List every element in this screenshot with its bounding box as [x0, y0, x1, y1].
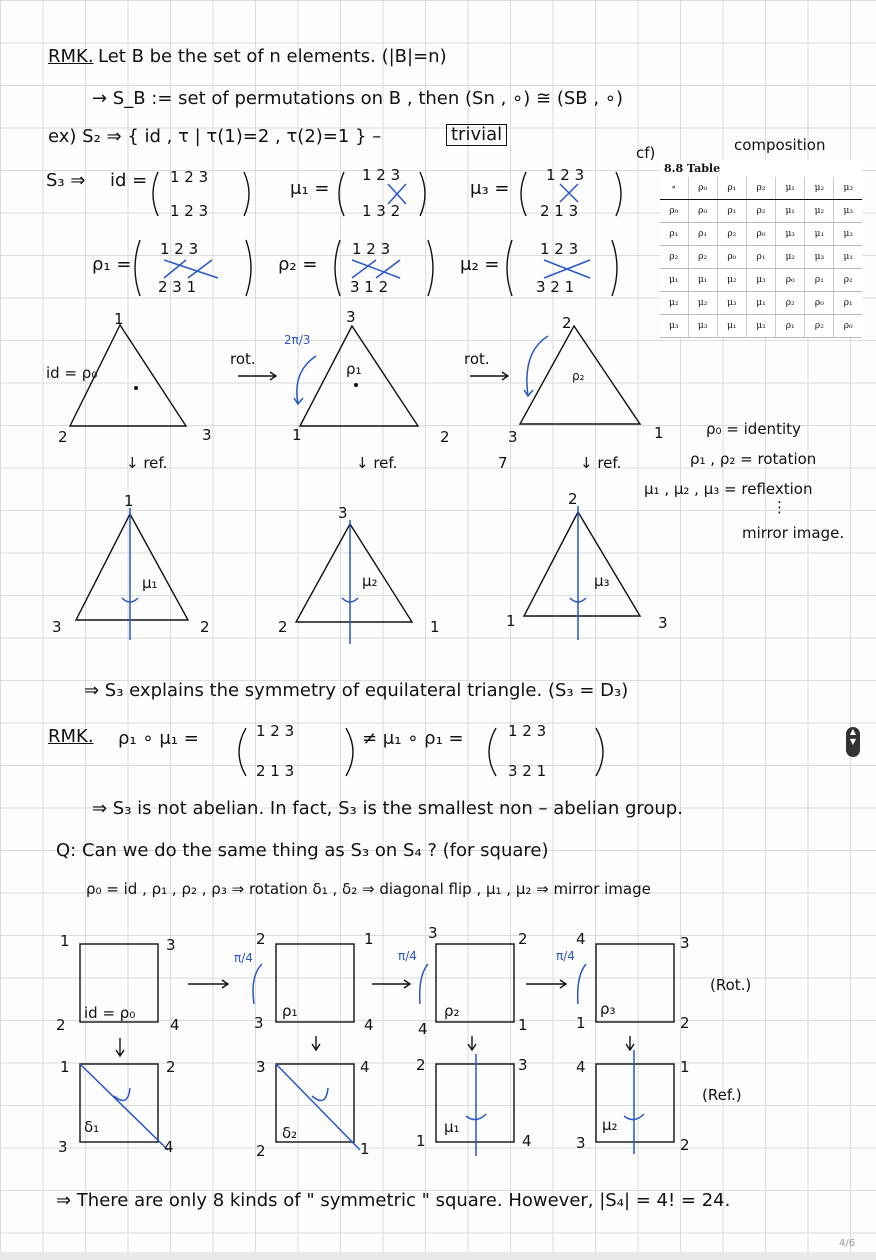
vertex-label: 1	[430, 618, 440, 636]
table-cell: ρ₀	[776, 269, 805, 292]
rmk2-neq: ≠ μ₁ ∘ ρ₁ =	[362, 728, 464, 749]
perm-arrow	[352, 260, 400, 278]
table-cell: μ₁	[776, 200, 805, 223]
pi4-label: π/4	[234, 951, 253, 965]
corner-label: 4	[576, 930, 586, 948]
corner-label: 4	[576, 1058, 586, 1076]
perm-arrow	[544, 260, 590, 278]
bracket	[135, 240, 140, 296]
vertex-label: 2	[562, 314, 572, 332]
id-rho0-label: id = ρ₀	[84, 1004, 136, 1022]
table-cell: ρ₂	[660, 246, 688, 269]
corner-label: 3	[254, 1014, 264, 1032]
triangle	[76, 514, 188, 620]
pi4-label: π/4	[398, 949, 417, 963]
table-cell: μ₁	[805, 223, 834, 246]
corner-label: 4	[522, 1132, 532, 1150]
table-row	[660, 223, 862, 246]
center-dot	[354, 383, 358, 387]
angle-label: 2π/3	[284, 333, 311, 347]
rmk2-lhs-top: 1 2 3	[256, 722, 295, 740]
legend-rotation: ρ₁ , ρ₂ = rotation	[690, 450, 817, 468]
bracket	[596, 728, 603, 776]
question-line: Q: Can we do the same thing as S₃ on S₄ ? (for square)	[56, 840, 549, 861]
rmk-text: Let B be the set of n elements. (|B|=n)	[98, 46, 447, 67]
table-header-row	[660, 177, 862, 200]
rmk2-rhs-top: 1 2 3	[508, 722, 547, 740]
corner-label: 2	[518, 930, 528, 948]
rotation-arc	[420, 964, 428, 1004]
s3-conclusion: ⇒ S₃ explains the symmetry of equilateral triangle. (S₃ = D₃)	[84, 680, 629, 701]
bracket	[244, 172, 249, 216]
center-dot	[134, 386, 138, 390]
corner-label: 3	[576, 1134, 586, 1152]
table-cell: μ₂	[805, 200, 834, 223]
table-header-cell: ρ₂	[746, 177, 775, 200]
table-cell: ρ₁	[717, 200, 746, 223]
table-row	[660, 200, 862, 223]
corner-label: 4	[360, 1058, 370, 1076]
s3-label: S₃ ⇒	[46, 170, 86, 191]
table-cell: μ₃	[746, 269, 775, 292]
id-top: 1 2 3	[170, 168, 209, 186]
corner-label: 3	[428, 924, 438, 942]
vertex-label: 1	[506, 612, 516, 630]
arrow	[372, 980, 410, 988]
table-cell: ρ₀	[805, 292, 834, 315]
table-cell: ρ₂	[717, 223, 746, 246]
table-cell: ρ₂	[805, 315, 834, 338]
corner-label: 1	[680, 1058, 690, 1076]
bracket	[239, 728, 246, 776]
corner-label: 1	[518, 1016, 528, 1034]
rmk2-lhs: ρ₁ ∘ μ₁ =	[118, 728, 199, 749]
nonabelian-line: ⇒ S₃ is not abelian. In fact, S₃ is the smallest non – abelian group.	[92, 798, 683, 819]
corner-label: 1	[364, 930, 374, 948]
arrow	[116, 1038, 124, 1056]
vertex-label: 3	[658, 614, 668, 632]
perm-arrow	[560, 184, 578, 202]
ref-label: ↓ ref.	[126, 454, 168, 472]
m2-marker: μ₂	[602, 1116, 618, 1134]
table-cell: ρ₂	[688, 246, 717, 269]
table-cell: μ₁	[746, 292, 775, 315]
bracket	[339, 172, 344, 216]
vertex-label: 1	[114, 310, 124, 328]
table-cell: ρ₀	[746, 223, 775, 246]
rho2-label: ρ₂ =	[278, 254, 318, 275]
table-cell: μ₂	[746, 315, 775, 338]
corner-label: 3	[680, 934, 690, 952]
trivial-box: trivial	[446, 124, 507, 146]
bracket	[153, 172, 158, 216]
table-cell: μ₂	[717, 269, 746, 292]
vertex-label: 2	[58, 428, 68, 446]
rmk-label: RMK.	[48, 46, 94, 67]
pi4-label: π/4	[556, 949, 575, 963]
legend-dots: ⋮	[772, 498, 787, 516]
rho1-label: ρ₁ =	[92, 254, 132, 275]
table-cell: ρ₁	[776, 315, 805, 338]
mu3-bottom: 2 1 3	[540, 202, 579, 220]
corner-label: 1	[60, 1058, 70, 1076]
corner-label: 2	[256, 1142, 266, 1160]
bracket	[507, 240, 512, 296]
table-row	[660, 269, 862, 292]
table-cell: ρ₀	[688, 200, 717, 223]
table-cell: ρ₂	[834, 269, 862, 292]
table-row	[660, 246, 862, 269]
arrow	[468, 1036, 476, 1050]
rmk2-rhs-bottom: 3 2 1	[508, 762, 547, 780]
vertex-label: 3	[52, 618, 62, 636]
table-cell: ρ₁	[805, 269, 834, 292]
table-cell: μ₂	[834, 223, 862, 246]
mu2-marker: μ₂	[362, 572, 378, 590]
table-header-cell: μ₁	[776, 177, 805, 200]
corner-label: 2	[680, 1136, 690, 1154]
corner-label: 1	[60, 932, 70, 950]
bracket	[612, 240, 617, 296]
mu3-top: 1 2 3	[546, 166, 585, 184]
table-caption: 8.8 Table	[664, 162, 721, 175]
rho2-marker: ρ₂	[572, 369, 585, 383]
mu2-bottom: 3 2 1	[536, 278, 575, 296]
mu3-label: μ₃ =	[470, 178, 510, 199]
mu1-label: μ₁ =	[290, 178, 330, 199]
rho1-bottom: 2 3 1	[158, 278, 197, 296]
table-cell: μ₁	[688, 269, 717, 292]
bracket	[246, 240, 251, 296]
vertex-label: 2	[568, 490, 578, 508]
table-cell: ρ₁	[688, 223, 717, 246]
table-cell: μ₂	[660, 292, 688, 315]
corner-label: 2	[166, 1058, 176, 1076]
corner-label: 3	[256, 1058, 266, 1076]
rmk2-label: RMK.	[48, 726, 94, 747]
sb-definition: → S_B := set of permutations on B , then (Sn , ∘) ≅ (SB , ∘)	[92, 88, 624, 109]
corner-label: 4	[418, 1020, 428, 1038]
rotation-arc	[524, 336, 548, 396]
flip-arc	[114, 1088, 130, 1101]
chevron-up-icon: ▲	[849, 727, 857, 736]
table-cell: ρ₁	[660, 223, 688, 246]
table-cell: μ₁	[660, 269, 688, 292]
id-label: id =	[110, 170, 148, 191]
vertex-label: 3	[338, 504, 348, 522]
table-header-cell: ρ₁	[717, 177, 746, 200]
rotation-arc	[253, 964, 262, 1004]
mu1-top: 1 2 3	[362, 166, 401, 184]
rot-label: rot.	[464, 350, 490, 368]
corner-label: 1	[360, 1140, 370, 1158]
rho3-marker: ρ₃	[600, 1000, 616, 1018]
table-header-cell: ∘	[660, 177, 688, 200]
arrow	[470, 372, 508, 380]
table-cell: μ₁	[834, 246, 862, 269]
corner-label: 4	[364, 1016, 374, 1034]
table-cell: ρ₀	[834, 315, 862, 338]
stray-digit: 7	[498, 454, 508, 472]
rho1-marker: ρ₁	[282, 1002, 298, 1020]
bracket	[489, 728, 496, 776]
corner-label: 1	[576, 1014, 586, 1032]
table-cell: μ₃	[717, 292, 746, 315]
vertex-label: 2	[440, 428, 450, 446]
perm-arrow	[388, 184, 406, 204]
table-cell: μ₂	[776, 246, 805, 269]
bracket	[616, 172, 621, 216]
table-cell: μ₃	[688, 315, 717, 338]
table-cell: ρ₀	[717, 246, 746, 269]
table-row	[660, 315, 862, 338]
legend-identity: ρ₀ = identity	[706, 420, 801, 438]
rho1-top: 1 2 3	[160, 240, 199, 258]
table-cell: ρ₂	[746, 200, 775, 223]
rotation-arc	[294, 356, 316, 404]
d2-marker: δ₂	[282, 1124, 298, 1142]
chevron-down-icon: ▼	[849, 737, 857, 746]
mu3-marker: μ₃	[594, 572, 610, 590]
ref-label: ↓ ref.	[356, 454, 398, 472]
corner-label: 2	[680, 1014, 690, 1032]
vertex-label: 3	[202, 426, 212, 444]
rot-caption: (Rot.)	[710, 976, 752, 994]
corner-label: 2	[56, 1016, 66, 1034]
arrow	[626, 1036, 634, 1050]
bottom-bar	[0, 1252, 876, 1260]
cf-label: cf)	[636, 144, 656, 162]
arrow	[312, 1036, 320, 1050]
bracket	[420, 172, 425, 216]
s2-example: ex) S₂ ⇒ { id , τ | τ(1)=2 , τ(2)=1 } –	[48, 126, 382, 147]
vertex-label: 3	[508, 428, 518, 446]
corner-label: 2	[416, 1056, 426, 1074]
rho2-marker: ρ₂	[444, 1002, 460, 1020]
mu1-bottom: 1 3 2	[362, 202, 401, 220]
corner-label: 3	[58, 1138, 68, 1156]
corner-label: 1	[416, 1132, 426, 1150]
vertex-label: 3	[346, 308, 356, 326]
arrow	[238, 372, 276, 380]
table-cell: μ₁	[717, 315, 746, 338]
table-cell: ρ₂	[776, 292, 805, 315]
m1-marker: μ₁	[444, 1118, 460, 1136]
mu2-top: 1 2 3	[540, 240, 579, 258]
diagonal-axis	[80, 1064, 168, 1150]
table-cell: μ₃	[660, 315, 688, 338]
page-number: 4/6	[839, 1238, 856, 1249]
corner-label: 4	[164, 1138, 174, 1156]
square-definitions: ρ₀ = id , ρ₁ , ρ₂ , ρ₃ ⇒ rotation δ₁ , δ₂ ⇒ diagonal flip , μ₁ , μ₂ ⇒ mirror image	[86, 880, 651, 898]
table-cell: ρ₀	[660, 200, 688, 223]
perm-arrow	[164, 260, 218, 278]
composition-label: composition	[734, 136, 826, 154]
rotation-arc	[578, 964, 586, 1004]
legend-reflection: μ₁ , μ₂ , μ₃ = reflextion	[644, 480, 813, 498]
rho2-bottom: 3 1 2	[350, 278, 389, 296]
arrow	[526, 980, 566, 988]
id-bottom: 1 2 3	[170, 202, 209, 220]
table-cell: μ₃	[776, 223, 805, 246]
rho2-top: 1 2 3	[352, 240, 391, 258]
table-cell: μ₃	[805, 246, 834, 269]
vertex-label: 2	[200, 618, 210, 636]
bracket	[428, 240, 433, 296]
id-rho0-label: id = ρ₀	[46, 364, 98, 382]
table-cell: ρ₁	[746, 246, 775, 269]
legend-mirror: mirror image.	[742, 524, 845, 542]
corner-label: 4	[170, 1016, 180, 1034]
rot-label: rot.	[230, 350, 256, 368]
table-header-cell: μ₂	[805, 177, 834, 200]
mu1-marker: μ₁	[142, 574, 158, 592]
vertex-label: 2	[278, 618, 288, 636]
flip-arc	[312, 1088, 328, 1101]
triangle	[296, 524, 412, 622]
table-header-cell: ρ₀	[688, 177, 717, 200]
table-cell: μ₃	[834, 200, 862, 223]
ref-caption: (Ref.)	[702, 1086, 742, 1104]
final-conclusion: ⇒ There are only 8 kinds of " symmetric " square. However, |S₄| = 4! = 24.	[56, 1190, 731, 1211]
bracket	[335, 240, 340, 296]
bracket	[521, 172, 526, 216]
rho1-marker: ρ₁	[346, 360, 362, 378]
corner-label: 3	[518, 1056, 528, 1074]
corner-label: 3	[166, 936, 176, 954]
scroll-handle[interactable]	[846, 727, 860, 757]
arrow	[188, 980, 228, 988]
table-row	[660, 292, 862, 315]
d1-marker: δ₁	[84, 1118, 100, 1136]
rmk2-lhs-bottom: 2 1 3	[256, 762, 295, 780]
table-cell: ρ₁	[834, 292, 862, 315]
table-header-cell: μ₃	[834, 177, 862, 200]
vertex-label: 1	[292, 426, 302, 444]
vertex-label: 1	[124, 492, 134, 510]
mu2-label: μ₂ =	[460, 254, 500, 275]
ref-label: ↓ ref.	[580, 454, 622, 472]
table-cell: μ₂	[688, 292, 717, 315]
composition-table	[660, 160, 862, 338]
bracket	[346, 728, 353, 776]
vertex-label: 1	[654, 424, 664, 442]
corner-label: 2	[256, 930, 266, 948]
